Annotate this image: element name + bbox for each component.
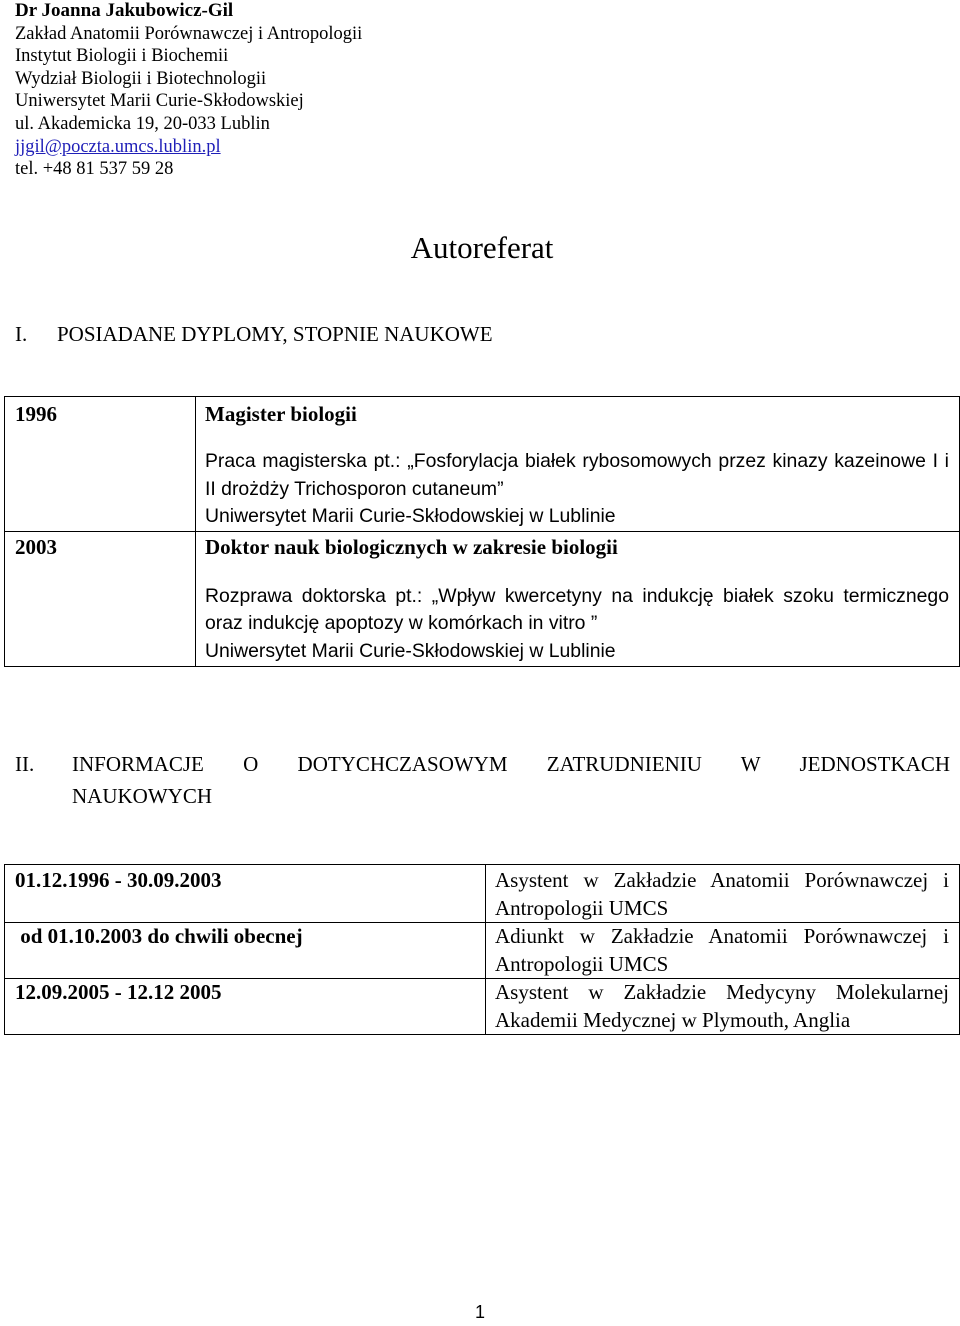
degree-year-cell <box>5 531 196 667</box>
employment-period: 01.12.1996 - 30.09.2003 <box>5 865 486 923</box>
employment-position: Adiunkt w Zakładzie Anatomii Porównawczej i Antropologii UMCS <box>486 923 960 979</box>
degree-institution: Uniwersytet Marii Curie-Skłodowskiej w Lublinie <box>205 639 616 662</box>
table-row <box>5 397 960 532</box>
degree-year-cell <box>5 397 196 532</box>
address-line: ul. Akademicka 19, 20-033 Lublin <box>15 113 270 134</box>
affiliation-line: Instytut Biologii i Biochemii <box>15 46 229 67</box>
employment-table <box>4 864 960 1035</box>
section-number: I. <box>15 322 28 346</box>
section-title-continued: NAUKOWYCH <box>72 784 212 808</box>
table-row <box>5 865 960 923</box>
phone-line: tel. +48 81 537 59 28 <box>15 159 174 180</box>
affiliation-line: Zakład Anatomii Porównawczej i Antropologii <box>15 23 363 44</box>
section-title: INFORMACJE O DOTYCHCZASOWYM ZATRUDNIENIU W JEDNOSTKACH <box>72 752 950 776</box>
section-title: POSIADANE DYPLOMY, STOPNIE NAUKOWE <box>57 322 493 346</box>
document-title: Autoreferat <box>410 230 554 265</box>
thesis-description: Praca magisterska pt.: „Fosforylacja białek rybosomowych przez kinazy kazeinowe I i II drożdży Trichosporon cutaneum” <box>205 450 949 500</box>
employment-position: Asystent w Zakładzie Anatomii Porównawczej i Antropologii UMCS <box>486 865 960 923</box>
employment-period: od 01.10.2003 do chwili obecnej <box>5 923 486 979</box>
employment-position: Asystent w Zakładzie Medycyny Molekularnej Akademii Medycznej w Plymouth, Anglia <box>486 979 960 1035</box>
email-link[interactable]: jjgil@poczta.umcs.lublin.pl <box>15 136 221 157</box>
affiliation-line: Wydział Biologii i Biotechnologii <box>15 68 267 89</box>
degree-title: Doktor nauk biologicznych w zakresie biologii <box>205 534 618 559</box>
affiliation-line: Uniwersytet Marii Curie-Skłodowskiej <box>15 91 304 112</box>
section-2-heading <box>15 748 950 812</box>
degree-details-cell <box>196 531 960 667</box>
degree-year: 1996 <box>15 402 57 426</box>
table-row <box>5 531 960 667</box>
thesis-description: Rozprawa doktorska pt.: „Wpływ kwercetyny na indukcję białek szoku termicznego oraz indukcję apoptozy w komórkach in vitro ” <box>205 584 949 634</box>
degree-institution: Uniwersytet Marii Curie-Skłodowskiej w Lublinie <box>205 505 616 527</box>
table-row <box>5 979 960 1035</box>
page-number: 1 <box>474 1302 485 1322</box>
degree-year: 2003 <box>15 534 57 559</box>
section-number: II. <box>15 752 35 776</box>
employment-period: 12.09.2005 - 12.12 2005 <box>5 979 486 1035</box>
degree-details-cell <box>196 397 960 532</box>
table-row <box>5 923 960 979</box>
degrees-table <box>4 396 960 667</box>
degree-title: Magister biologii <box>205 402 357 426</box>
author-name: Dr Joanna Jakubowicz-Gil <box>15 0 234 21</box>
section-1-heading <box>15 322 493 347</box>
author-header <box>15 0 362 181</box>
